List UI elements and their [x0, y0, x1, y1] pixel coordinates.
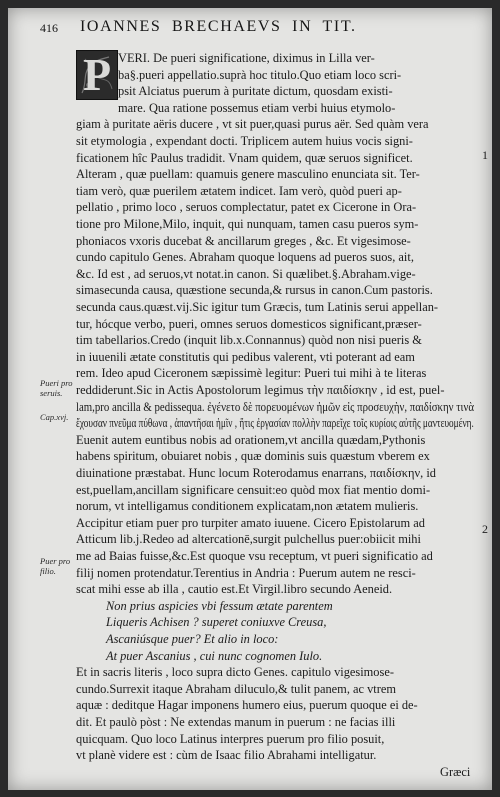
- text-line: Græci: [440, 764, 471, 779]
- text-line: tiam verò, quæ puerilem ætatem indicet. Iam verò, quòd pueri ap-: [76, 183, 402, 198]
- text-line: diuinatione præstabat. Hunc locum Roterodamus enarrans, παιδίσκην, id: [76, 466, 436, 480]
- text-line: vt planè videre est : cùm de Isaac filio Abrahami intelligatur.: [76, 748, 377, 763]
- text-line: Atticum lib.j.Redeo ad altercationē,surgit pulchellus puer:obiicit mihi: [76, 532, 421, 547]
- text-line: tim tabellarios.Credo (inquit lib.x.Connannus) quòd non nisi pueris &: [76, 333, 422, 348]
- text-line: scat mihi esse ab illa , cautio est.Et Virgil.libro secundo Aeneid.: [76, 582, 393, 597]
- text-line: Ascaniúsque puer? Et alio in loco:: [106, 632, 279, 646]
- margin-number: 2: [482, 522, 488, 536]
- text-line: Liqueris Achisen ? superet coniuxve Creusa,: [106, 615, 327, 630]
- page-number: 416: [40, 21, 58, 35]
- text-line: secunda caus.quæst.vij.Sic igitur tum Græcis, tum Latinis serui appellan-: [76, 300, 439, 314]
- text-line: reddiderunt.Sic in Actis Apostolorum legimus τὴν παιδίσκην , id est, puel-: [76, 383, 445, 397]
- text-line: est,puellam,ancillam significare censuit:eo quòd mox fiat mentio domi-: [76, 482, 431, 497]
- text-line: cundo capitulo Genes. Abraham quoque loquens ad pueros suos, ait,: [76, 250, 414, 265]
- text-line: Non prius aspicies vbi fessum ætate parentem: [106, 598, 333, 613]
- text-line: pellatio , primo loco , seruos complectatur, patet ex Cicerone in Ora-: [76, 200, 417, 215]
- text-line: dit. Et paulò pòst : Ne extendas manum in puerum : ne facias illi: [76, 715, 396, 729]
- drop-cap: [76, 50, 118, 100]
- text-line: tur, hócque verbo, pueri, omnes seruos domesticos significant,præser-: [76, 316, 422, 331]
- text-line: mare. Qua ratione possemus etiam verbi huius etymolo-: [118, 100, 396, 115]
- text-line: simasecunda causa, quæstione secunda,& rursus in canon.Cum pastoris.: [76, 283, 433, 298]
- text-line: Euenit autem euntibus nobis ad orationem,vt ancilla quædam,Pythonis: [76, 432, 426, 447]
- text-line: quicquam. Quo loco Latinus interpres puerum pro filio posuit,: [76, 731, 385, 746]
- drop-cap-letter: P: [82, 49, 112, 100]
- side-note: Puer pro filio.: [40, 556, 71, 576]
- text-line: At puer Ascanius , cui nunc cognomen Iulo.: [106, 648, 323, 663]
- text-line: Alteram , quæ puellam: quamuis genere masculino enunciata sit. Ter-: [76, 167, 420, 182]
- text-line: Et in sacris literis , loco supra dicto Genes. capitulo vigesimose-: [76, 665, 394, 680]
- text-line: ἔχουσαν πνεῦμα πύθωνα , ἀπαντῆσαι ἡμῖν , ἥτις ἐργασίαν πολλὴν παρεῖχε τοῖς κυρίοις αὐτῆς μαντευομένη.: [76, 416, 474, 431]
- text-line: ficationem hîc Paulus tradidit. Vnam quidem, quæ seruos significet.: [76, 150, 413, 165]
- text-line: giam à puritate aëris ducere , vt sit puer,quasi purus aër. Sed quàm vera: [76, 117, 429, 132]
- text-line: lam,pro ancilla & pedissequa. ἐγένετο δὲ πορευομένων ἡμῶν εἰς προσευχὴν, παιδίσκην τινὰ: [76, 399, 474, 414]
- text-line: rem. Ideo apud Ciceronem sæpissimè legitur: Pueri tui mihi à te literas: [76, 366, 427, 381]
- book-page: [8, 8, 492, 790]
- text-line: cundo.Surrexit itaque Abraham diluculo,& tulit panem, ac vtrem: [76, 681, 397, 696]
- text-line: &c. Id est , ad seruos,vt notat.in canon. Si quælibet.§.Abraham.vige-: [76, 266, 416, 281]
- text-line: Accipitur etiam puer pro turpiter amato iuuene. Cicero Epistolarum ad: [76, 515, 425, 530]
- text-line: in iuuenili ætate constitutis qui pedibus valerent, vti poterant ad eam: [76, 349, 415, 364]
- text-line: sit etymologia , expendant docti. Triplicem autem huius vocis signi-: [76, 134, 413, 148]
- running-head: IOANNES BRECHAEVS IN TIT.: [80, 18, 357, 35]
- text-line: ba§.pueri appellatio.suprà hoc titulo.Quo etiam loco scri-: [118, 67, 402, 82]
- margin-number: 1: [482, 148, 488, 162]
- page-header: [40, 18, 480, 38]
- text-line: psit Alciatus puerum à puritate dictum, quosdam existi-: [118, 84, 393, 99]
- text-line: me ad Baias fuisse,&c.Est quoque vsu receptum, vt pueri significatio ad: [76, 549, 433, 563]
- text-line: habens spiritum, obuiaret nobis , quæ dominis suis quæstum vberem ex: [76, 449, 430, 464]
- text-line: norum, vt intelligamus conditionem explicatam,non ætatem mulieris.: [76, 499, 419, 514]
- text-line: aquæ : deditque Hagar imponens humero eius, puerum quoque ei de-: [76, 698, 418, 713]
- text-line: VERI. De pueri significatione, diximus in Lilla ver-: [118, 51, 375, 65]
- text-line: tione pro Milone,Milo, inquit, qui nunquam, tamen casu pueros sym-: [76, 217, 419, 231]
- side-note: Pueri pro seruis.: [40, 378, 73, 398]
- text-line: phoniacos vxoris ducebat & ancillarum greges , &c. Et vigesimose-: [76, 233, 411, 248]
- text-line: filij nomen protendatur.Terentius in Andria : Puerum autem ne resci-: [76, 565, 416, 580]
- side-note: Cap.xvj.: [40, 412, 69, 422]
